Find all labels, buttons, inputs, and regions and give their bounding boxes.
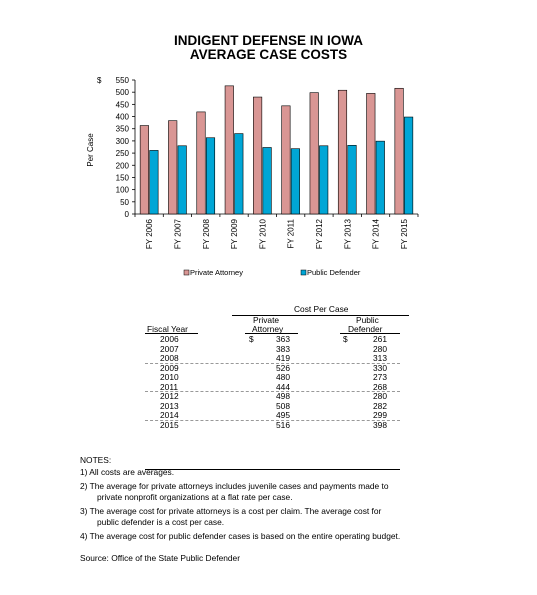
table-cell-public-defender: 273 <box>373 372 387 382</box>
y-tick-label: 500 <box>115 88 129 98</box>
x-tick-label: FY 2006 <box>145 219 155 250</box>
legend-label-public-defender: Public Defender <box>307 268 361 277</box>
x-tick-label: FY 2015 <box>399 219 409 250</box>
table-cell-year: 2010 <box>160 372 179 382</box>
x-tick-label: FY 2008 <box>201 219 211 250</box>
table-col-pd-line1: Public <box>356 315 379 325</box>
y-tick-label: 0 <box>124 210 129 219</box>
bar-public-defender <box>150 150 159 214</box>
bar-public-defender <box>206 138 215 214</box>
table-cell-private-attorney: 480 <box>276 372 290 382</box>
y-axis-title: Per Case <box>86 133 95 167</box>
y-axis-currency-prefix: $ <box>97 76 102 85</box>
table-cell-year: 2007 <box>160 343 179 354</box>
bar-private-attorney <box>282 106 291 214</box>
x-tick-label: FY 2012 <box>314 219 324 250</box>
x-tick-label: FY 2013 <box>343 219 353 250</box>
legend-swatch-private-attorney <box>184 270 189 275</box>
table-group-header: Cost Per Case <box>294 304 349 314</box>
y-tick-label: 100 <box>115 185 129 195</box>
table-cell-year: 2014 <box>160 410 179 420</box>
y-tick-label: 300 <box>115 136 129 146</box>
x-tick-label: FY 2009 <box>230 219 240 250</box>
note-3-line2: public defender is a cost per case. <box>97 517 225 527</box>
table-cell-year: 2012 <box>160 391 179 401</box>
bar-private-attorney <box>310 93 319 214</box>
table-cell-private-attorney: 498 <box>276 391 290 401</box>
y-tick-label: 550 <box>115 76 129 85</box>
bar-public-defender <box>291 149 300 214</box>
table-cell-private-attorney: 508 <box>276 400 290 411</box>
table-cell-private-attorney: 363 <box>276 334 290 344</box>
bar-private-attorney <box>338 90 347 214</box>
chart-title-line2: AVERAGE CASE COSTS <box>189 47 348 62</box>
source-note: Source: Office of the State Public Defender <box>80 553 240 563</box>
legend-label-private-attorney: Private Attorney <box>190 268 243 277</box>
table-col-fy: Fiscal Year <box>147 324 188 334</box>
table-cell-private-attorney: 526 <box>276 362 290 373</box>
x-tick-label: FY 2010 <box>258 219 268 250</box>
table-cell-year: 2011 <box>160 381 179 392</box>
table-col-pd-line2: Defender <box>348 324 383 334</box>
bar-public-defender <box>348 145 357 214</box>
bar-private-attorney <box>168 121 177 214</box>
table-cell-private-attorney: 419 <box>276 353 290 363</box>
y-tick-label: 400 <box>115 112 129 122</box>
bar-public-defender <box>319 146 328 214</box>
y-tick-label: 200 <box>115 161 129 171</box>
table-col-pa-line2: Attorney <box>252 324 284 334</box>
note-2-line2: private nonprofit organizations at a flat rate per case. <box>97 492 293 502</box>
table-bottom-rule <box>145 469 400 470</box>
table-cell-public-defender: 330 <box>373 362 387 373</box>
table-cell-public-defender: 398 <box>373 419 387 430</box>
table-cell-public-defender: 299 <box>373 410 387 420</box>
y-tick-label: 250 <box>115 149 129 159</box>
bar-private-attorney <box>253 97 262 214</box>
bar-public-defender <box>404 117 413 214</box>
table-cell-year: 2006 <box>160 334 179 344</box>
bar-private-attorney <box>395 88 404 214</box>
note-4: 4) The average cost for public defender cases is based on the entire operating budget. <box>80 531 401 541</box>
bar-private-attorney <box>197 112 206 214</box>
bar-private-attorney <box>225 86 234 214</box>
bar-public-defender <box>178 146 187 214</box>
y-tick-label: 450 <box>115 100 129 110</box>
table-cell-year: 2008 <box>160 353 179 363</box>
legend-swatch-public-defender <box>301 270 306 275</box>
x-tick-label: FY 2007 <box>173 219 183 250</box>
note-3-line1: 3) The average cost for private attorneys is a cost per claim. The average cost for <box>80 506 382 516</box>
bar-public-defender <box>235 134 244 214</box>
y-tick-label: 50 <box>120 197 129 207</box>
bar-private-attorney <box>140 126 149 214</box>
notes-heading: NOTES: <box>80 455 112 465</box>
x-tick-label: FY 2014 <box>371 219 381 250</box>
table-cell-public-defender: 313 <box>373 353 387 363</box>
bar-public-defender <box>263 147 272 214</box>
table-cell-public-defender: 282 <box>373 400 387 411</box>
pa-dollar-sign: $ <box>249 334 254 344</box>
y-tick-label: 150 <box>115 173 129 183</box>
table-cell-year: 2015 <box>160 419 179 430</box>
table-cell-private-attorney: 383 <box>276 343 290 354</box>
bar-public-defender <box>376 141 385 214</box>
table-cell-public-defender: 268 <box>373 381 387 392</box>
table-cell-year: 2013 <box>160 400 179 411</box>
table-cell-public-defender: 261 <box>373 334 387 344</box>
pd-dollar-sign: $ <box>343 334 348 344</box>
table-cell-private-attorney: 444 <box>276 381 290 392</box>
note-2-line1: 2) The average for private attorneys includes juvenile cases and payments made to <box>80 481 389 491</box>
bar-private-attorney <box>367 93 376 214</box>
table-cell-public-defender: 280 <box>373 391 387 401</box>
table-cell-private-attorney: 516 <box>276 419 290 430</box>
x-tick-label: FY 2011 <box>286 219 296 249</box>
table-cell-year: 2009 <box>160 362 179 373</box>
table-col-pa-line1: Private <box>253 315 280 325</box>
y-tick-label: 350 <box>115 124 129 134</box>
table-cell-public-defender: 280 <box>373 343 387 354</box>
chart-title-line1: INDIGENT DEFENSE IN IOWA <box>173 33 363 48</box>
note-1: 1) All costs are averages. <box>80 467 175 477</box>
table-cell-private-attorney: 495 <box>276 410 290 420</box>
